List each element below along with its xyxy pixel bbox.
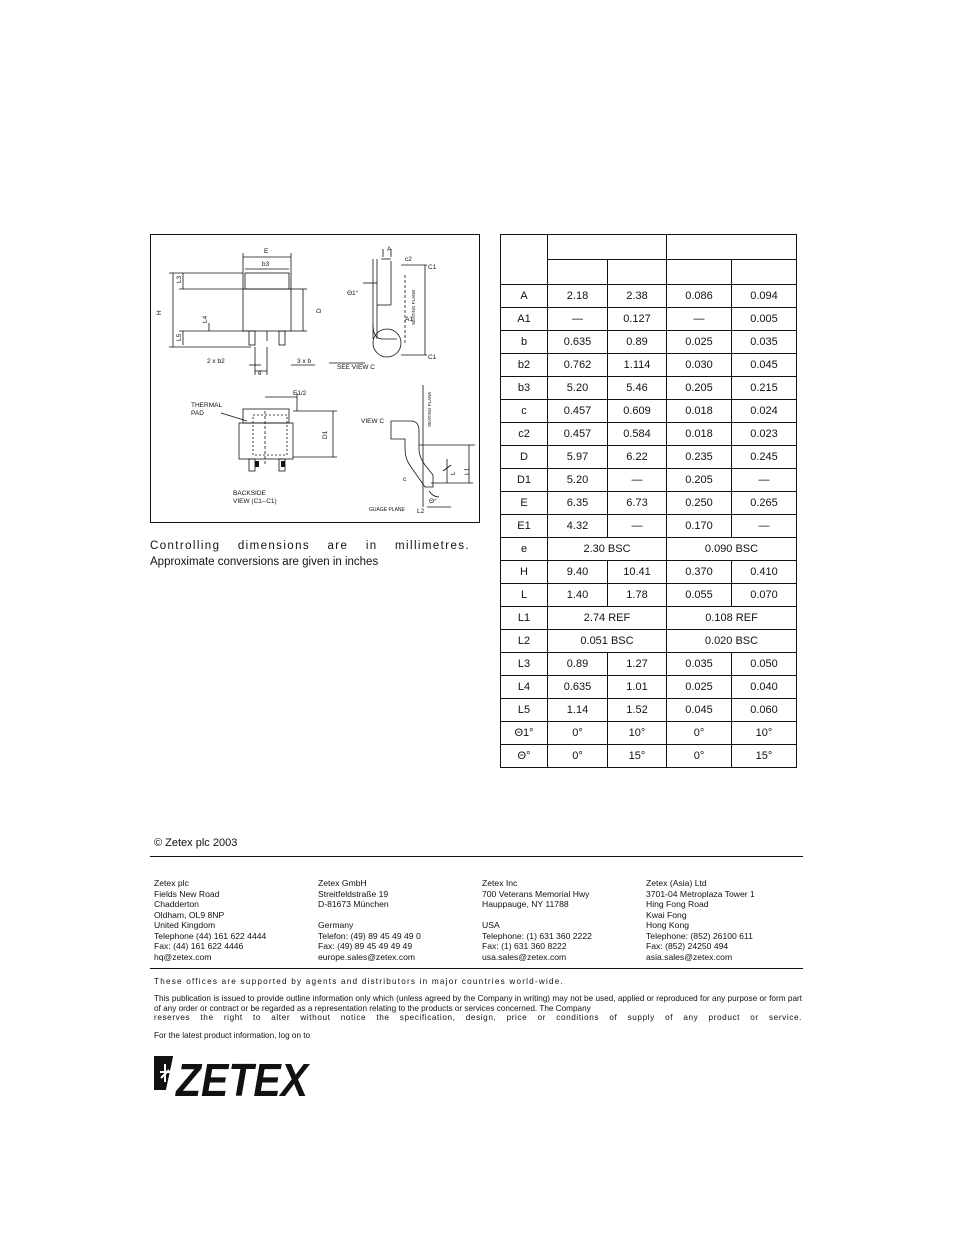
dim-label-view-c: VIEW C xyxy=(361,418,385,425)
value-cell: 1.01 xyxy=(608,676,667,699)
header-in-max-cell xyxy=(732,260,797,285)
dim-label-l5: L5 xyxy=(176,333,183,341)
dim-name-cell: c2 xyxy=(501,423,548,446)
dimensions-table xyxy=(500,234,797,768)
address-line: Hing Fong Road xyxy=(646,899,709,909)
value-cell: — xyxy=(608,515,667,538)
latest-info-text: For the latest product information, log on to xyxy=(154,1031,311,1040)
value-cell: 0.609 xyxy=(608,400,667,423)
address-line: Zetex plc xyxy=(154,878,189,888)
value-cell: — xyxy=(608,469,667,492)
dim-label-d: D xyxy=(316,308,323,313)
dim-label-guage-plane: GUAGE PLANE xyxy=(369,507,405,513)
value-cell: — xyxy=(667,308,732,331)
address-line: Streitfeldstraße 19 xyxy=(318,888,389,899)
package-outline-drawing xyxy=(150,234,480,523)
value-cell: 0.060 xyxy=(732,699,797,722)
value-cell: 0.045 xyxy=(667,699,732,722)
table-row xyxy=(501,561,797,584)
dim-label-l1: L1 xyxy=(464,467,471,475)
address-line: Oldham, OL9 8NP xyxy=(154,909,225,920)
dim-name-cell: e xyxy=(501,538,548,561)
divider xyxy=(150,968,803,969)
disclaimer xyxy=(154,994,802,1023)
dim-label-l: L xyxy=(450,471,457,475)
inch-merged-cell: 0.108 REF xyxy=(667,607,797,630)
address-line: Zetex GmbH xyxy=(318,878,367,888)
dim-name-cell: L2 xyxy=(501,630,548,653)
dim-label-b3: b3 xyxy=(262,261,270,268)
value-cell: 5.97 xyxy=(548,446,608,469)
table-row xyxy=(501,331,797,354)
table-row xyxy=(501,722,797,745)
value-cell: 0.094 xyxy=(732,285,797,308)
table-row xyxy=(501,699,797,722)
address-line: Zetex Inc xyxy=(482,878,518,888)
address-line: Hong Kong xyxy=(646,920,690,930)
mm-merged-cell: 2.30 BSC xyxy=(548,538,667,561)
address-line: asia.sales@zetex.com xyxy=(646,951,733,962)
table-row xyxy=(501,285,797,308)
address-line: Fax: (852) 24250 494 xyxy=(646,941,729,951)
dim-name-cell: Θ° xyxy=(501,745,548,768)
table-row xyxy=(501,653,797,676)
dim-label-theta1: Θ1° xyxy=(347,290,359,297)
address-line: Telephone: (852) 26100 611 xyxy=(646,930,753,941)
dim-label-theta: Θ° xyxy=(429,498,437,505)
value-cell: 0.584 xyxy=(608,423,667,446)
table-row xyxy=(501,400,797,423)
dim-name-cell: L4 xyxy=(501,676,548,699)
value-cell: 15° xyxy=(732,745,797,768)
zetex-logo xyxy=(154,1052,314,1107)
dim-label-backside-view: VIEW (C1--C1) xyxy=(233,498,277,505)
logo-wordmark: ZETEX xyxy=(174,1054,311,1102)
value-cell: 0° xyxy=(667,745,732,768)
dim-name-cell: b xyxy=(501,331,548,354)
dim-name-cell: E1 xyxy=(501,515,548,538)
value-cell: — xyxy=(732,515,797,538)
value-cell: 0.025 xyxy=(667,676,732,699)
dim-name-cell: A1 xyxy=(501,308,548,331)
value-cell: 0.410 xyxy=(732,561,797,584)
value-cell: 0.635 xyxy=(548,676,608,699)
offices-supported-text: These offices are supported by agents and distributors in major countries world-wide. xyxy=(154,977,564,986)
value-cell: 0.245 xyxy=(732,446,797,469)
inch-merged-cell: 0.090 BSC xyxy=(667,538,797,561)
value-cell: 5.20 xyxy=(548,377,608,400)
address-line: 3701-04 Metroplaza Tower 1 xyxy=(646,888,755,899)
value-cell: 0.762 xyxy=(548,354,608,377)
value-cell: 2.38 xyxy=(608,285,667,308)
value-cell: 0.205 xyxy=(667,377,732,400)
header-mm-min-cell xyxy=(548,260,608,285)
value-cell: 6.73 xyxy=(608,492,667,515)
value-cell: 0.205 xyxy=(667,469,732,492)
value-cell: 5.20 xyxy=(548,469,608,492)
address-line: Germany xyxy=(318,920,354,930)
value-cell: — xyxy=(548,308,608,331)
address-line xyxy=(318,910,478,921)
value-cell: 1.114 xyxy=(608,354,667,377)
value-cell: 0.635 xyxy=(548,331,608,354)
dim-label-a1: A1 xyxy=(405,316,413,323)
office-usa xyxy=(482,878,642,962)
value-cell: 0.215 xyxy=(732,377,797,400)
table-row xyxy=(501,584,797,607)
outline-svg xyxy=(151,235,481,524)
zetex-logo-mark xyxy=(154,1052,314,1102)
dim-label-c1-bottom: C1 xyxy=(428,354,437,361)
value-cell: 0.025 xyxy=(667,331,732,354)
address-line: europe.sales@zetex.com xyxy=(318,951,416,962)
dim-label-e-pitch: e xyxy=(258,370,262,377)
value-cell: 15° xyxy=(608,745,667,768)
address-line: Telephone (44) 161 622 4444 xyxy=(154,930,267,941)
value-cell: 0° xyxy=(548,745,608,768)
dim-label-c: c xyxy=(403,476,407,483)
table-row xyxy=(501,423,797,446)
value-cell: 0.457 xyxy=(548,400,608,423)
value-cell: 1.27 xyxy=(608,653,667,676)
value-cell: 0.370 xyxy=(667,561,732,584)
dim-label-2xb2: 2 x b2 xyxy=(207,358,225,365)
dim-name-cell: b2 xyxy=(501,354,548,377)
value-cell: 0.055 xyxy=(667,584,732,607)
address-line: Kwai Fong xyxy=(646,909,687,920)
value-cell: 0° xyxy=(667,722,732,745)
value-cell: 0.050 xyxy=(732,653,797,676)
dim-label-backside: BACKSIDE xyxy=(233,490,266,497)
dim-label-thermal: THERMAL xyxy=(191,402,223,409)
table-row xyxy=(501,308,797,331)
dim-label-e1-half: E1/2 xyxy=(293,390,307,397)
disclaimer-line-2: reserves the right to alter without notice the specification, design, price or conditions of supply of any product or service. xyxy=(154,1013,802,1023)
copyright: © Zetex plc 2003 xyxy=(154,837,238,849)
value-cell: 0.018 xyxy=(667,400,732,423)
note-line-1: Controlling dimensions are in millimetres. xyxy=(150,540,470,552)
address-line: D-81673 München xyxy=(318,899,389,909)
address-line: Hauppauge, NY 11788 xyxy=(482,899,569,909)
table-row xyxy=(501,745,797,768)
dim-name-cell: L5 xyxy=(501,699,548,722)
value-cell: — xyxy=(732,469,797,492)
value-cell: 0.265 xyxy=(732,492,797,515)
value-cell: 0.086 xyxy=(667,285,732,308)
dim-label-seating-plane: SEATING PLANE xyxy=(411,289,416,325)
header-inches-cell xyxy=(667,235,797,260)
value-cell: 1.14 xyxy=(548,699,608,722)
value-cell: 0.023 xyxy=(732,423,797,446)
divider xyxy=(150,856,803,857)
dim-name-cell: Θ1° xyxy=(501,722,548,745)
value-cell: 0.235 xyxy=(667,446,732,469)
dim-name-cell: D1 xyxy=(501,469,548,492)
value-cell: 0.040 xyxy=(732,676,797,699)
table-row xyxy=(501,676,797,699)
table-row xyxy=(501,538,797,561)
mm-merged-cell: 2.74 REF xyxy=(548,607,667,630)
header-dim-cell xyxy=(501,235,548,285)
table-header-row xyxy=(501,235,797,260)
value-cell: 2.18 xyxy=(548,285,608,308)
value-cell: 9.40 xyxy=(548,561,608,584)
inch-merged-cell: 0.020 BSC xyxy=(667,630,797,653)
office-uk xyxy=(154,878,314,962)
dim-label-a: A xyxy=(387,246,392,253)
table-row xyxy=(501,492,797,515)
value-cell: 0.457 xyxy=(548,423,608,446)
table-row xyxy=(501,630,797,653)
address-line: Fields New Road xyxy=(154,888,220,899)
value-cell: 4.32 xyxy=(548,515,608,538)
address-line: hq@zetex.com xyxy=(154,951,212,962)
dim-label-3xb: 3 x b xyxy=(297,358,312,365)
header-in-min-cell xyxy=(667,260,732,285)
address-line: USA xyxy=(482,920,500,930)
table-row xyxy=(501,607,797,630)
value-cell: 1.78 xyxy=(608,584,667,607)
address-line: 700 Veterans Memorial Hwy xyxy=(482,888,590,899)
value-cell: 0.035 xyxy=(667,653,732,676)
value-cell: 0.127 xyxy=(608,308,667,331)
address-line: Fax: (49) 89 45 49 49 49 xyxy=(318,941,413,951)
header-mm-max-cell xyxy=(608,260,667,285)
table-row xyxy=(501,377,797,400)
value-cell: 10° xyxy=(732,722,797,745)
dim-name-cell: A xyxy=(501,285,548,308)
dim-label-h: H xyxy=(156,310,163,315)
value-cell: 0.070 xyxy=(732,584,797,607)
office-asia xyxy=(646,878,806,962)
value-cell: 0.030 xyxy=(667,354,732,377)
value-cell: 0.250 xyxy=(667,492,732,515)
address-line: Chadderton xyxy=(154,899,199,909)
value-cell: 0.024 xyxy=(732,400,797,423)
value-cell: 0.018 xyxy=(667,423,732,446)
value-cell: 6.22 xyxy=(608,446,667,469)
address-line: Fax: (44) 161 622 4446 xyxy=(154,941,244,951)
office-germany xyxy=(318,878,478,962)
dim-label-l2: L2 xyxy=(417,508,425,515)
value-cell: 6.35 xyxy=(548,492,608,515)
dim-name-cell: H xyxy=(501,561,548,584)
value-cell: 0.045 xyxy=(732,354,797,377)
disclaimer-line-1: This publication is issued to provide outline information only which (unless agreed by the Company in writing) may not be used, applied or reproduced for any purpose or form part of any order or contract or be regarded as a representation relating to the products or services concerned. The Company xyxy=(154,994,802,1013)
value-cell: 0.89 xyxy=(548,653,608,676)
value-cell: 0.170 xyxy=(667,515,732,538)
address-line: United Kingdom xyxy=(154,920,216,930)
dim-label-c1-top: C1 xyxy=(428,264,437,271)
header-mm-cell xyxy=(548,235,667,260)
address-line: Telefon: (49) 89 45 49 49 0 xyxy=(318,930,421,941)
address-line: Fax: (1) 631 360 8222 xyxy=(482,941,567,951)
address-line: Telephone: (1) 631 360 2222 xyxy=(482,930,592,941)
value-cell: 5.46 xyxy=(608,377,667,400)
note-line-2: Approximate conversions are given in inches xyxy=(150,556,379,568)
address-line: usa.sales@zetex.com xyxy=(482,951,567,962)
value-cell: 1.40 xyxy=(548,584,608,607)
table-row xyxy=(501,469,797,492)
value-cell: 0.89 xyxy=(608,331,667,354)
dim-label-c2: c2 xyxy=(405,256,412,263)
table-row xyxy=(501,354,797,377)
address-line: Zetex (Asia) Ltd xyxy=(646,878,707,888)
dim-label-pad: PAD xyxy=(191,410,204,417)
value-cell: 10° xyxy=(608,722,667,745)
dim-name-cell: c xyxy=(501,400,548,423)
dim-label-l4: L4 xyxy=(202,315,209,323)
controlling-dimensions-note xyxy=(150,538,470,570)
dim-name-cell: L3 xyxy=(501,653,548,676)
dim-name-cell: L xyxy=(501,584,548,607)
address-line xyxy=(482,910,642,921)
value-cell: 0.005 xyxy=(732,308,797,331)
dim-label-l3: L3 xyxy=(176,275,183,283)
value-cell: 0.035 xyxy=(732,331,797,354)
dim-label-see-view-c: SEE VIEW C xyxy=(337,364,375,371)
dim-name-cell: E xyxy=(501,492,548,515)
value-cell: 0° xyxy=(548,722,608,745)
dim-label-d1: D1 xyxy=(322,430,329,439)
table-row xyxy=(501,446,797,469)
dim-name-cell: b3 xyxy=(501,377,548,400)
value-cell: 10.41 xyxy=(608,561,667,584)
dim-name-cell: L1 xyxy=(501,607,548,630)
table-row xyxy=(501,515,797,538)
value-cell: 1.52 xyxy=(608,699,667,722)
mm-merged-cell: 0.051 BSC xyxy=(548,630,667,653)
dim-name-cell: D xyxy=(501,446,548,469)
dim-label-e: E xyxy=(264,248,269,255)
dim-label-seating-plane-2: SEATING PLANE xyxy=(427,391,432,427)
